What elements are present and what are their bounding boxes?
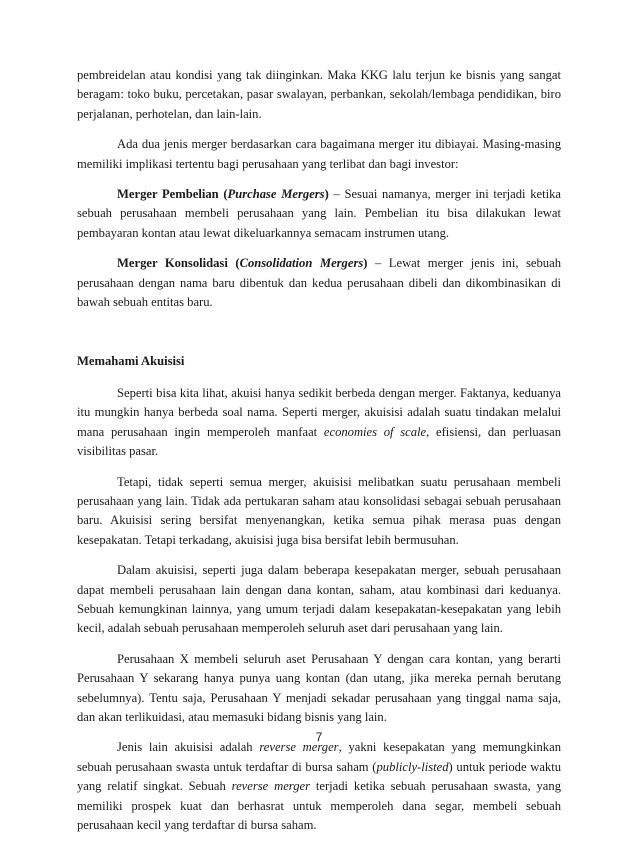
term-consolidation-merger: Merger Konsolidasi: [117, 256, 228, 271]
paren-open: (: [218, 187, 228, 202]
paragraph-2: Ada dua jenis merger berdasarkan cara bagaimana merger itu dibiayai. Masing-masing memiliki implikasi tertentu bagi perusahaan yang terlibat dan bagi investor:: [77, 137, 561, 171]
paragraph-8: Perusahaan X membeli seluruh aset Perusahaan Y dengan cara kontan, yang berarti Perusahaan Y sekarang hanya punya uang kontan (dan utang, jika mereka pernah berutang sebelumnya). Tentu saja, Perusahaan Y menjadi sekadar perusahaan yang tinggal nama saja, dan akan terlikuidasi, atau memasuki bidang bisnis yang lain.: [77, 651, 561, 724]
term-purchase-merger: Merger Pembelian: [117, 187, 219, 202]
section-heading: Memahami Akuisisi: [77, 354, 185, 369]
p9-italic-reverse-merger-2: reverse merger: [231, 779, 311, 794]
paragraph-6: Tetapi, tidak seperti semua merger, akuisisi melibatkan suatu perusahaan membeli perusahaan yang lain. Tidak ada pertukaran saham atau konsolidasi sebagai sebuah perusahaan baru. Akuisisi sering bersifat menyenangkan, ketika semua pihak merasa puas dengan kesepakatan. Tetapi terkadang, akuisisi juga bisa bersifat lebih bermusuhan.: [77, 474, 561, 547]
p5-text-a: Seperti bisa kita lihat, akuisi hanya sedikit berbeda dengan merger. Faktanya, keduanya itu mungkin hanya berbeda soal nama. Seperti merger, akuisisi adalah suatu tindakan melalui mana perusahaan ingin memperoleh manfaat: [77, 385, 561, 439]
paren-close: ): [363, 256, 368, 271]
p9-text-g: terjadi ketika sebuah perusahaan swasta, yang memiliki prospek kuat dan berhasrat untuk memperoleh dana segar, membeli sebuah perusahaan kecil yang terdaftar di bursa saham.: [77, 779, 561, 832]
term-consolidation-merger-en: Consolidation Mergers: [239, 256, 364, 271]
p9-italic-reverse-merger: reverse merger: [259, 740, 339, 755]
p5-italic-term: economies of scale: [323, 424, 427, 439]
paragraph-1: pembreidelan atau kondisi yang tak diinginkan. Maka KKG lalu terjun ke bisnis yang sangat beragam: toko buku, percetakan, pasar swalayan, perbankan, sekolah/lembaga pendidikan, biro perjalanan, perhotelan, dan lain-lain.: [77, 68, 561, 121]
p9-text-c: , yakni kesepakatan yang memungkinkan sebuah perusahaan swasta untuk terdaftar di bursa saham (: [77, 740, 561, 774]
purchase-merger-text: – Sesuai namanya, merger ini terjadi ketika sebuah perusahaan membeli perusahaan yang lain. Pembelian itu bisa dilakukan lewat pembayaran kontan atau lewat dikeluarkannya semacam instrumen utang.: [77, 187, 561, 240]
p9-text-a: Jenis lain akuisisi adalah: [117, 740, 260, 755]
p9-text-e: ) untuk periode waktu yang relatif singkat. Sebuah: [77, 759, 561, 794]
p9-italic-publicly-listed: publicly-listed: [376, 759, 449, 774]
term-purchase-merger-en: Purchase Mergers: [227, 187, 325, 202]
paren-open: (: [227, 256, 240, 271]
paragraph-purchase-merger: [77, 185, 561, 243]
page-number: 7: [315, 730, 323, 744]
paren-close: ): [324, 187, 329, 202]
paragraph-7: Dalam akuisisi, seperti juga dalam beberapa kesepakatan merger, sebuah perusahaan dapat membeli perusahaan lain dengan dana kontan, saham, atau kombinasi dari keduanya. Sebuah kemungkinan lainnya, yang umum terjadi dalam kesepakatan-kesepakatan yang lebih kecil, adalah sebuah perusahaan memperoleh seluruh aset dari perusahaan yang lain.: [77, 563, 561, 636]
p5-text-b: , efisiensi, dan perluasan visibilitas pasar.: [77, 424, 562, 459]
consolidation-merger-text: – Lewat merger jenis ini, sebuah perusahaan dengan nama baru dibentuk dan kedua perusahaan dibeli dan dikombinasikan di bawah sebuah entitas baru.: [77, 256, 561, 310]
document-page: [77, 66, 561, 846]
paragraph-5: [77, 384, 561, 462]
paragraph-9: [77, 738, 561, 835]
paragraph-consolidation-merger: [77, 254, 561, 312]
